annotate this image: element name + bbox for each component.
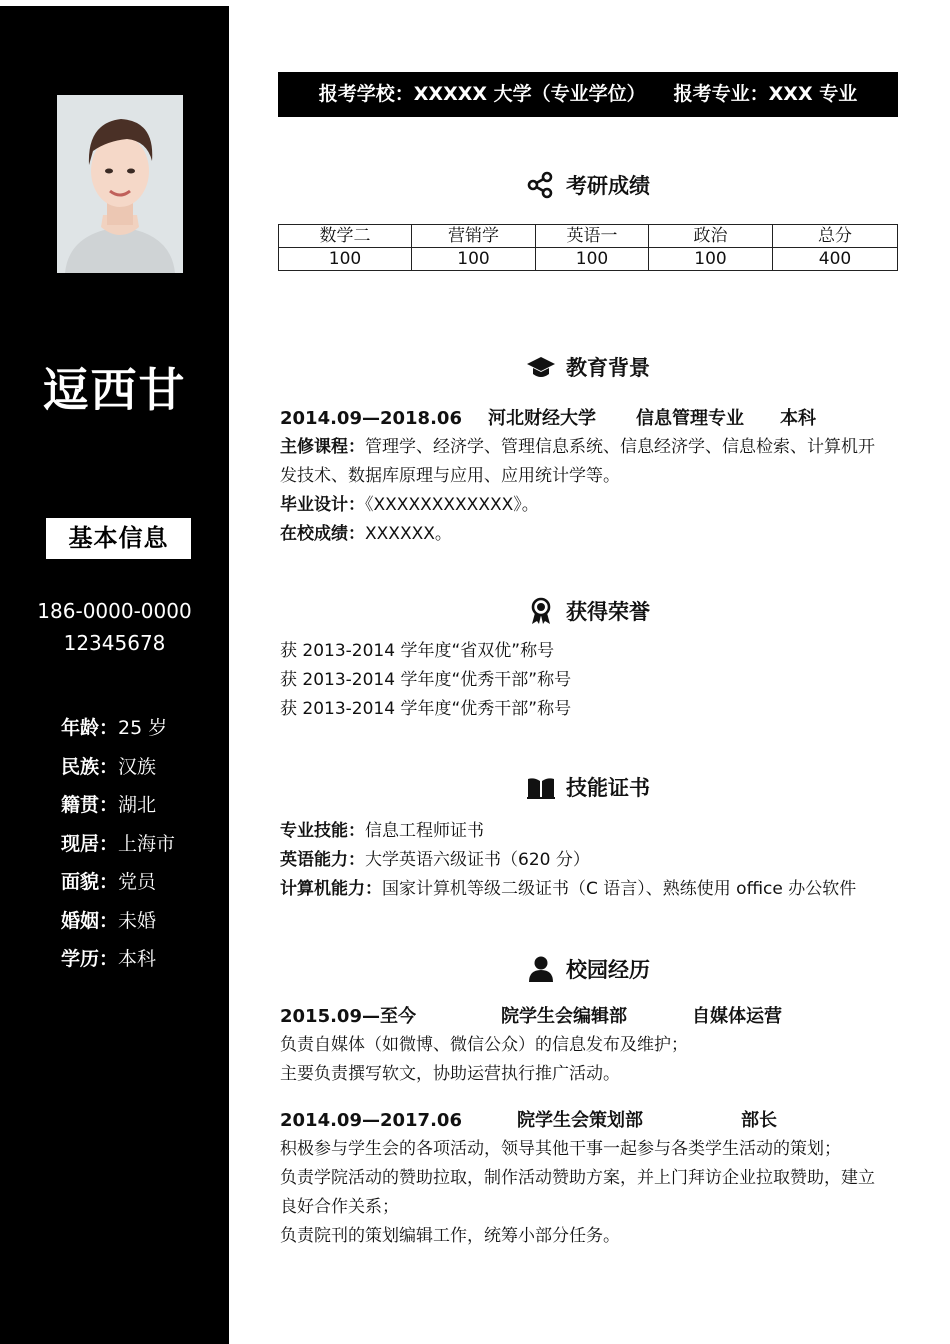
experience-header-line [280,1106,890,1135]
list-item: 负责学院活动的赞助拉取，制作活动赞助方案，并上门拜访企业拉取赞助，建立良好合作关系； [280,1168,875,1217]
list-item: 负责自媒体（如微博、微信公众）的信息发布及维护； [280,1035,688,1055]
list-item [280,846,890,875]
info-row-residence [61,830,175,869]
info-row-marital [61,907,175,946]
info-row-ethnicity [61,753,175,792]
campus-experience-2 [280,1106,890,1251]
skills-list [280,817,890,904]
list-item: 获 2013-2014 学年度“优秀干部”称号 [280,670,572,690]
education-degree: 本科 [780,408,816,429]
info-value: 湖北 [118,794,157,816]
list-item: 获 2013-2014 学年度“省双优”称号 [280,641,555,661]
info-key: 年龄： [61,717,119,739]
skill-value: 国家计算机等级二级证书（C 语言）、熟练使用 office 办公软件 [382,879,857,899]
sidebar [0,6,229,1344]
education-section-title [278,352,898,382]
thesis-value: 《XXXXXXXXXXXX》。 [365,495,539,515]
info-value: 本科 [118,948,157,970]
courses-value: 管理学、经济学、管理信息系统、信息经济学、信息检索、计算机开发技术、数据库原理与应用、应用统计学等。 [280,437,875,486]
table-header-cell: 英语一 [536,225,649,248]
table-row [279,248,898,271]
skill-value: 大学英语六级证书（620 分） [365,850,590,870]
list-item: 主要负责撰写软文，协助运营执行推广活动。 [280,1064,620,1084]
table-header-cell: 数学二 [279,225,412,248]
scores-section-title [278,170,898,200]
grades-value: XXXXXX。 [365,524,452,544]
campus-experience-1 [280,1002,890,1089]
info-row-political [61,868,175,907]
table-row [279,225,898,248]
honors-list [280,637,890,724]
info-key: 民族： [61,755,119,778]
info-value: 25 岁 [118,717,168,739]
list-item [280,817,890,846]
experience-role: 部长 [741,1110,777,1131]
share-icon [526,171,556,199]
table-header-cell: 政治 [649,225,773,248]
thesis-text [280,491,890,520]
info-value: 未婚 [118,909,157,932]
list-item: 获 2013-2014 学年度“优秀干部”称号 [280,699,572,719]
table-cell: 100 [279,248,412,271]
campus-section-title [278,954,898,984]
info-row-age [61,714,175,753]
courses-label: 主修课程： [280,437,365,457]
experience-role: 自媒体运营 [692,1006,782,1027]
education-school: 河北财经大学 [488,408,596,429]
phone-number: 186-0000-0000 [37,599,192,623]
honors-section-title [278,596,898,626]
grades-text [280,520,890,549]
campus-title: 校园经历 [566,958,650,982]
info-value: 汉族 [118,755,157,778]
education-major: 信息管理专业 [636,408,744,429]
experience-header-line [280,1002,890,1031]
info-key: 籍贯： [61,794,119,816]
education-period: 2014.09—2018.06 [280,408,462,429]
info-value: 党员 [118,871,157,893]
target-major: 报考专业：XXX 专业 [673,83,858,105]
application-header [278,72,898,117]
candidate-name: 逗西甘 [42,363,187,417]
scores-table [278,224,898,271]
courses-text [280,433,890,491]
experience-period: 2015.09—至今 [280,1006,416,1027]
experience-org: 院学生会策划部 [517,1110,643,1131]
target-school: 报考学校：XXXXX 大学（专业学位） [318,83,646,105]
honors-title: 获得荣誉 [566,600,650,624]
info-key: 面貌： [61,871,119,893]
book-icon [526,773,556,801]
award-ribbon-icon [526,597,556,625]
skills-section-title [278,772,898,802]
qq-number: 12345678 [63,631,166,655]
thesis-label: 毕业设计： [280,495,365,515]
table-header-cell: 营销学 [412,225,536,248]
table-cell: 100 [536,248,649,271]
table-cell: 400 [773,248,898,271]
experience-org: 院学生会编辑部 [501,1006,627,1027]
info-key: 学历： [61,948,119,970]
skill-label: 英语能力： [280,850,365,870]
profile-photo [57,95,183,273]
info-key: 婚姻： [61,909,119,932]
skill-label: 计算机能力： [280,879,382,899]
personal-info-list [61,714,175,984]
skill-value: 信息工程师证书 [365,821,484,841]
info-value: 上海市 [118,832,176,855]
list-item: 积极参与学生会的各项活动，领导其他干事一起参与各类学生活动的策划； [280,1139,841,1159]
education-header-line [280,404,890,433]
info-key: 现居： [61,832,119,855]
table-cell: 100 [649,248,773,271]
table-header-cell: 总分 [773,225,898,248]
info-row-hometown [61,791,175,830]
skill-label: 专业技能： [280,821,365,841]
info-row-education [61,945,175,984]
experience-period: 2014.09—2017.06 [280,1110,462,1131]
scores-title: 考研成绩 [566,174,650,198]
table-cell: 100 [412,248,536,271]
skills-title: 技能证书 [566,776,650,800]
list-item: 负责院刊的策划编辑工作，统筹小部分任务。 [280,1226,620,1246]
grades-label: 在校成绩： [280,524,365,544]
graduation-cap-icon [526,353,556,381]
basic-info-heading: 基本信息 [46,518,191,559]
education-title: 教育背景 [566,356,650,380]
user-icon [526,955,556,983]
education-content [280,404,890,549]
list-item [280,875,890,904]
